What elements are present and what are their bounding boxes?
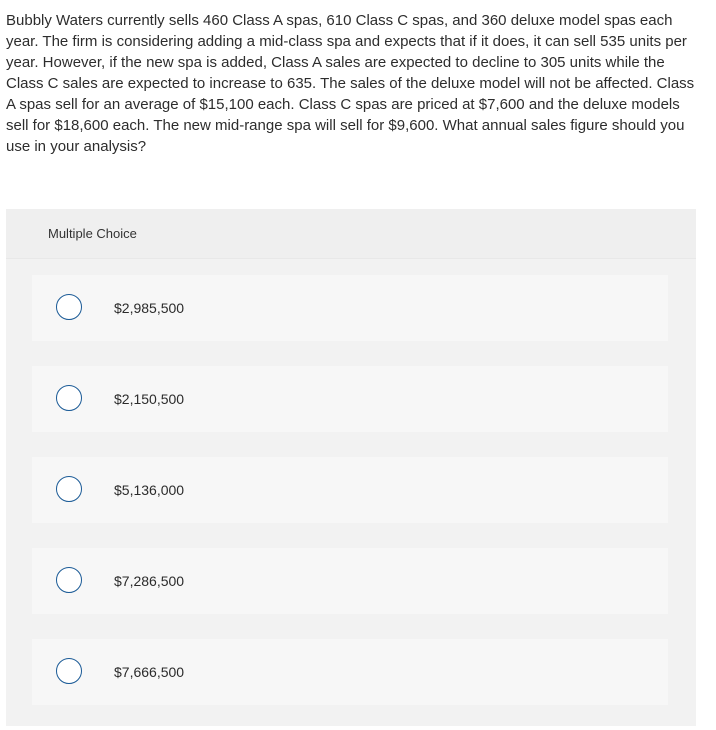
- multiple-choice-header: [6, 209, 696, 259]
- radio-button-4[interactable]: [56, 567, 82, 593]
- multiple-choice-panel: [6, 209, 696, 726]
- question-text: Bubbly Waters currently sells 460 Class A spas, 610 Class C spas, and 360 deluxe model spas each year. The firm is considering adding a mid-class spa and expects that if it does, it can sell 535 units per year. However, if the new spa is added, Class A sales are expected to decline to 305 units while the Class C sales are expected to increase to 635. The sales of the deluxe model will not be affected. Class A spas sell for an average of $15,100 each. Class C spas are priced at $7,600 and the deluxe models sell for $18,600 each. The new mid-range spa will sell for $9,600. What annual sales figure should you use in your analysis?: [6, 12, 695, 155]
- radio-button-3[interactable]: [56, 476, 82, 502]
- radio-button-2[interactable]: [56, 385, 82, 411]
- choice-label-2: $2,150,500: [114, 391, 185, 407]
- choice-label-1: $2,985,500: [114, 300, 185, 316]
- multiple-choice-title: Multiple Choice: [48, 226, 137, 241]
- radio-button-1[interactable]: [56, 294, 82, 320]
- choice-option-5[interactable]: [32, 639, 668, 705]
- choice-option-3[interactable]: [32, 457, 668, 523]
- choice-option-2[interactable]: [32, 366, 668, 432]
- choice-label-4: $7,286,500: [114, 573, 185, 589]
- options-list: [32, 275, 668, 730]
- choice-option-1[interactable]: [32, 275, 668, 341]
- radio-button-5[interactable]: [56, 658, 82, 684]
- choice-label-3: $5,136,000: [114, 482, 185, 498]
- choice-option-4[interactable]: [32, 548, 668, 614]
- choice-label-5: $7,666,500: [114, 664, 185, 680]
